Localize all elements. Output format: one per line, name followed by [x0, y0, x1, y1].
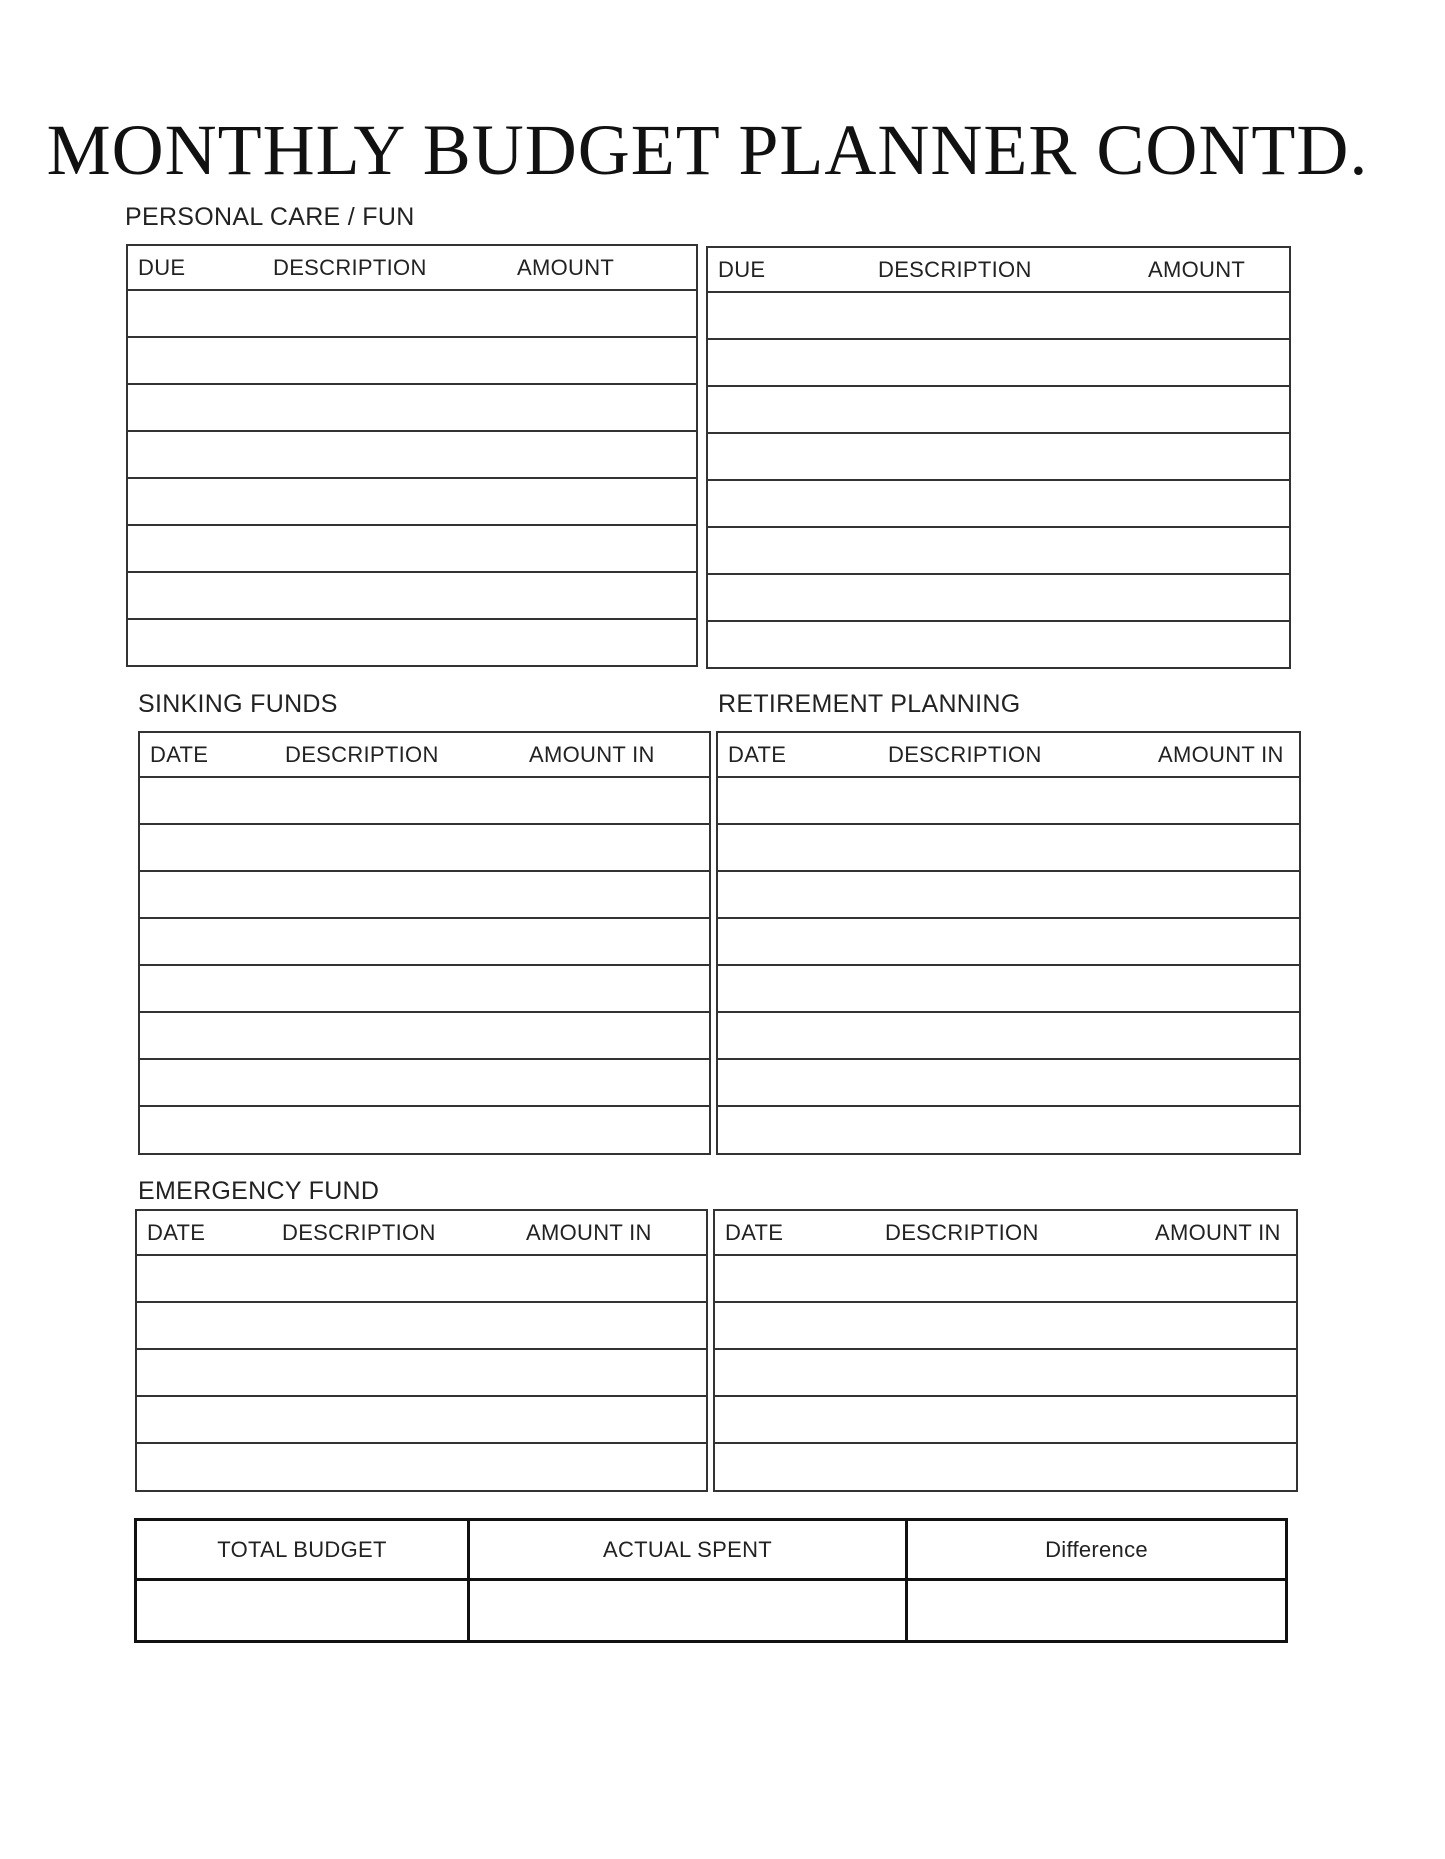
table-row[interactable] — [718, 1107, 1299, 1154]
table-row[interactable] — [128, 338, 696, 385]
column-header-amount: AMOUNT — [1148, 257, 1246, 282]
table-header — [140, 733, 709, 778]
column-header-date: DATE — [725, 1220, 784, 1245]
table-row[interactable] — [128, 291, 696, 338]
column-header-due: DUE — [138, 255, 186, 280]
table-row[interactable] — [708, 293, 1289, 340]
column-header-description: DESCRIPTION — [888, 742, 1042, 767]
table-header — [708, 248, 1289, 293]
table-row[interactable] — [708, 575, 1289, 622]
column-header-amount: AMOUNT — [517, 255, 615, 280]
table-row[interactable] — [718, 966, 1299, 1013]
table-row[interactable] — [718, 872, 1299, 919]
table-row[interactable] — [128, 573, 696, 620]
personal-care-table-right — [706, 246, 1291, 669]
summary-table — [134, 1518, 1288, 1643]
section-label-personal-care: PERSONAL CARE / FUN — [125, 203, 415, 231]
table-header — [137, 1211, 706, 1256]
summary-header-total-budget: TOTAL BUDGET — [137, 1521, 470, 1581]
column-header-description: DESCRIPTION — [273, 255, 427, 280]
table-row[interactable] — [137, 1350, 706, 1397]
column-header-description: DESCRIPTION — [282, 1220, 436, 1245]
table-row[interactable] — [140, 919, 709, 966]
table-row[interactable] — [718, 1060, 1299, 1107]
table-row[interactable] — [128, 620, 696, 667]
section-label-sinking-funds: SINKING FUNDS — [138, 690, 338, 718]
table-row[interactable] — [137, 1397, 706, 1444]
table-row[interactable] — [708, 481, 1289, 528]
table-row[interactable] — [718, 1013, 1299, 1060]
column-header-amount-in: AMOUNT IN — [526, 1220, 652, 1245]
table-row[interactable] — [715, 1444, 1296, 1491]
table-row[interactable] — [140, 778, 709, 825]
table-row[interactable] — [140, 872, 709, 919]
table-row[interactable] — [137, 1444, 706, 1491]
column-header-description: DESCRIPTION — [885, 1220, 1039, 1245]
table-header — [718, 733, 1299, 778]
section-label-emergency-fund: EMERGENCY FUND — [138, 1177, 380, 1205]
table-header — [715, 1211, 1296, 1256]
summary-header-actual-spent: ACTUAL SPENT — [470, 1521, 908, 1581]
table-row[interactable] — [718, 825, 1299, 872]
table-row[interactable] — [718, 778, 1299, 825]
summary-value-difference[interactable] — [908, 1581, 1285, 1640]
table-row[interactable] — [140, 1107, 709, 1154]
table-row[interactable] — [128, 526, 696, 573]
table-row[interactable] — [715, 1303, 1296, 1350]
table-row[interactable] — [137, 1303, 706, 1350]
table-row[interactable] — [708, 387, 1289, 434]
column-header-date: DATE — [728, 742, 787, 767]
table-row[interactable] — [140, 1013, 709, 1060]
table-row[interactable] — [708, 528, 1289, 575]
column-header-date: DATE — [150, 742, 209, 767]
table-row[interactable] — [708, 622, 1289, 669]
table-row[interactable] — [128, 385, 696, 432]
column-header-description: DESCRIPTION — [285, 742, 439, 767]
table-row[interactable] — [708, 340, 1289, 387]
column-header-due: DUE — [718, 257, 766, 282]
page-title: MONTHLY BUDGET PLANNER CONTD. — [46, 110, 1369, 190]
summary-value-actual-spent[interactable] — [470, 1581, 908, 1640]
table-row[interactable] — [140, 966, 709, 1013]
summary-header-difference: Difference — [908, 1521, 1285, 1581]
column-header-date: DATE — [147, 1220, 206, 1245]
table-header — [128, 246, 696, 291]
emergency-fund-table-left — [135, 1209, 708, 1492]
table-row[interactable] — [715, 1256, 1296, 1303]
emergency-fund-table-right — [713, 1209, 1298, 1492]
personal-care-table-left — [126, 244, 698, 667]
table-row[interactable] — [140, 825, 709, 872]
table-row[interactable] — [715, 1397, 1296, 1444]
table-row[interactable] — [715, 1350, 1296, 1397]
column-header-amount-in: AMOUNT IN — [529, 742, 655, 767]
column-header-amount-in: AMOUNT IN — [1155, 1220, 1281, 1245]
column-header-description: DESCRIPTION — [878, 257, 1032, 282]
summary-value-total-budget[interactable] — [137, 1581, 470, 1640]
table-row[interactable] — [128, 432, 696, 479]
table-row[interactable] — [708, 434, 1289, 481]
table-row[interactable] — [137, 1256, 706, 1303]
table-row[interactable] — [128, 479, 696, 526]
table-row[interactable] — [718, 919, 1299, 966]
retirement-planning-table — [716, 731, 1301, 1155]
section-label-retirement-planning: RETIREMENT PLANNING — [718, 690, 1021, 718]
table-row[interactable] — [140, 1060, 709, 1107]
sinking-funds-table — [138, 731, 711, 1155]
column-header-amount-in: AMOUNT IN — [1158, 742, 1284, 767]
